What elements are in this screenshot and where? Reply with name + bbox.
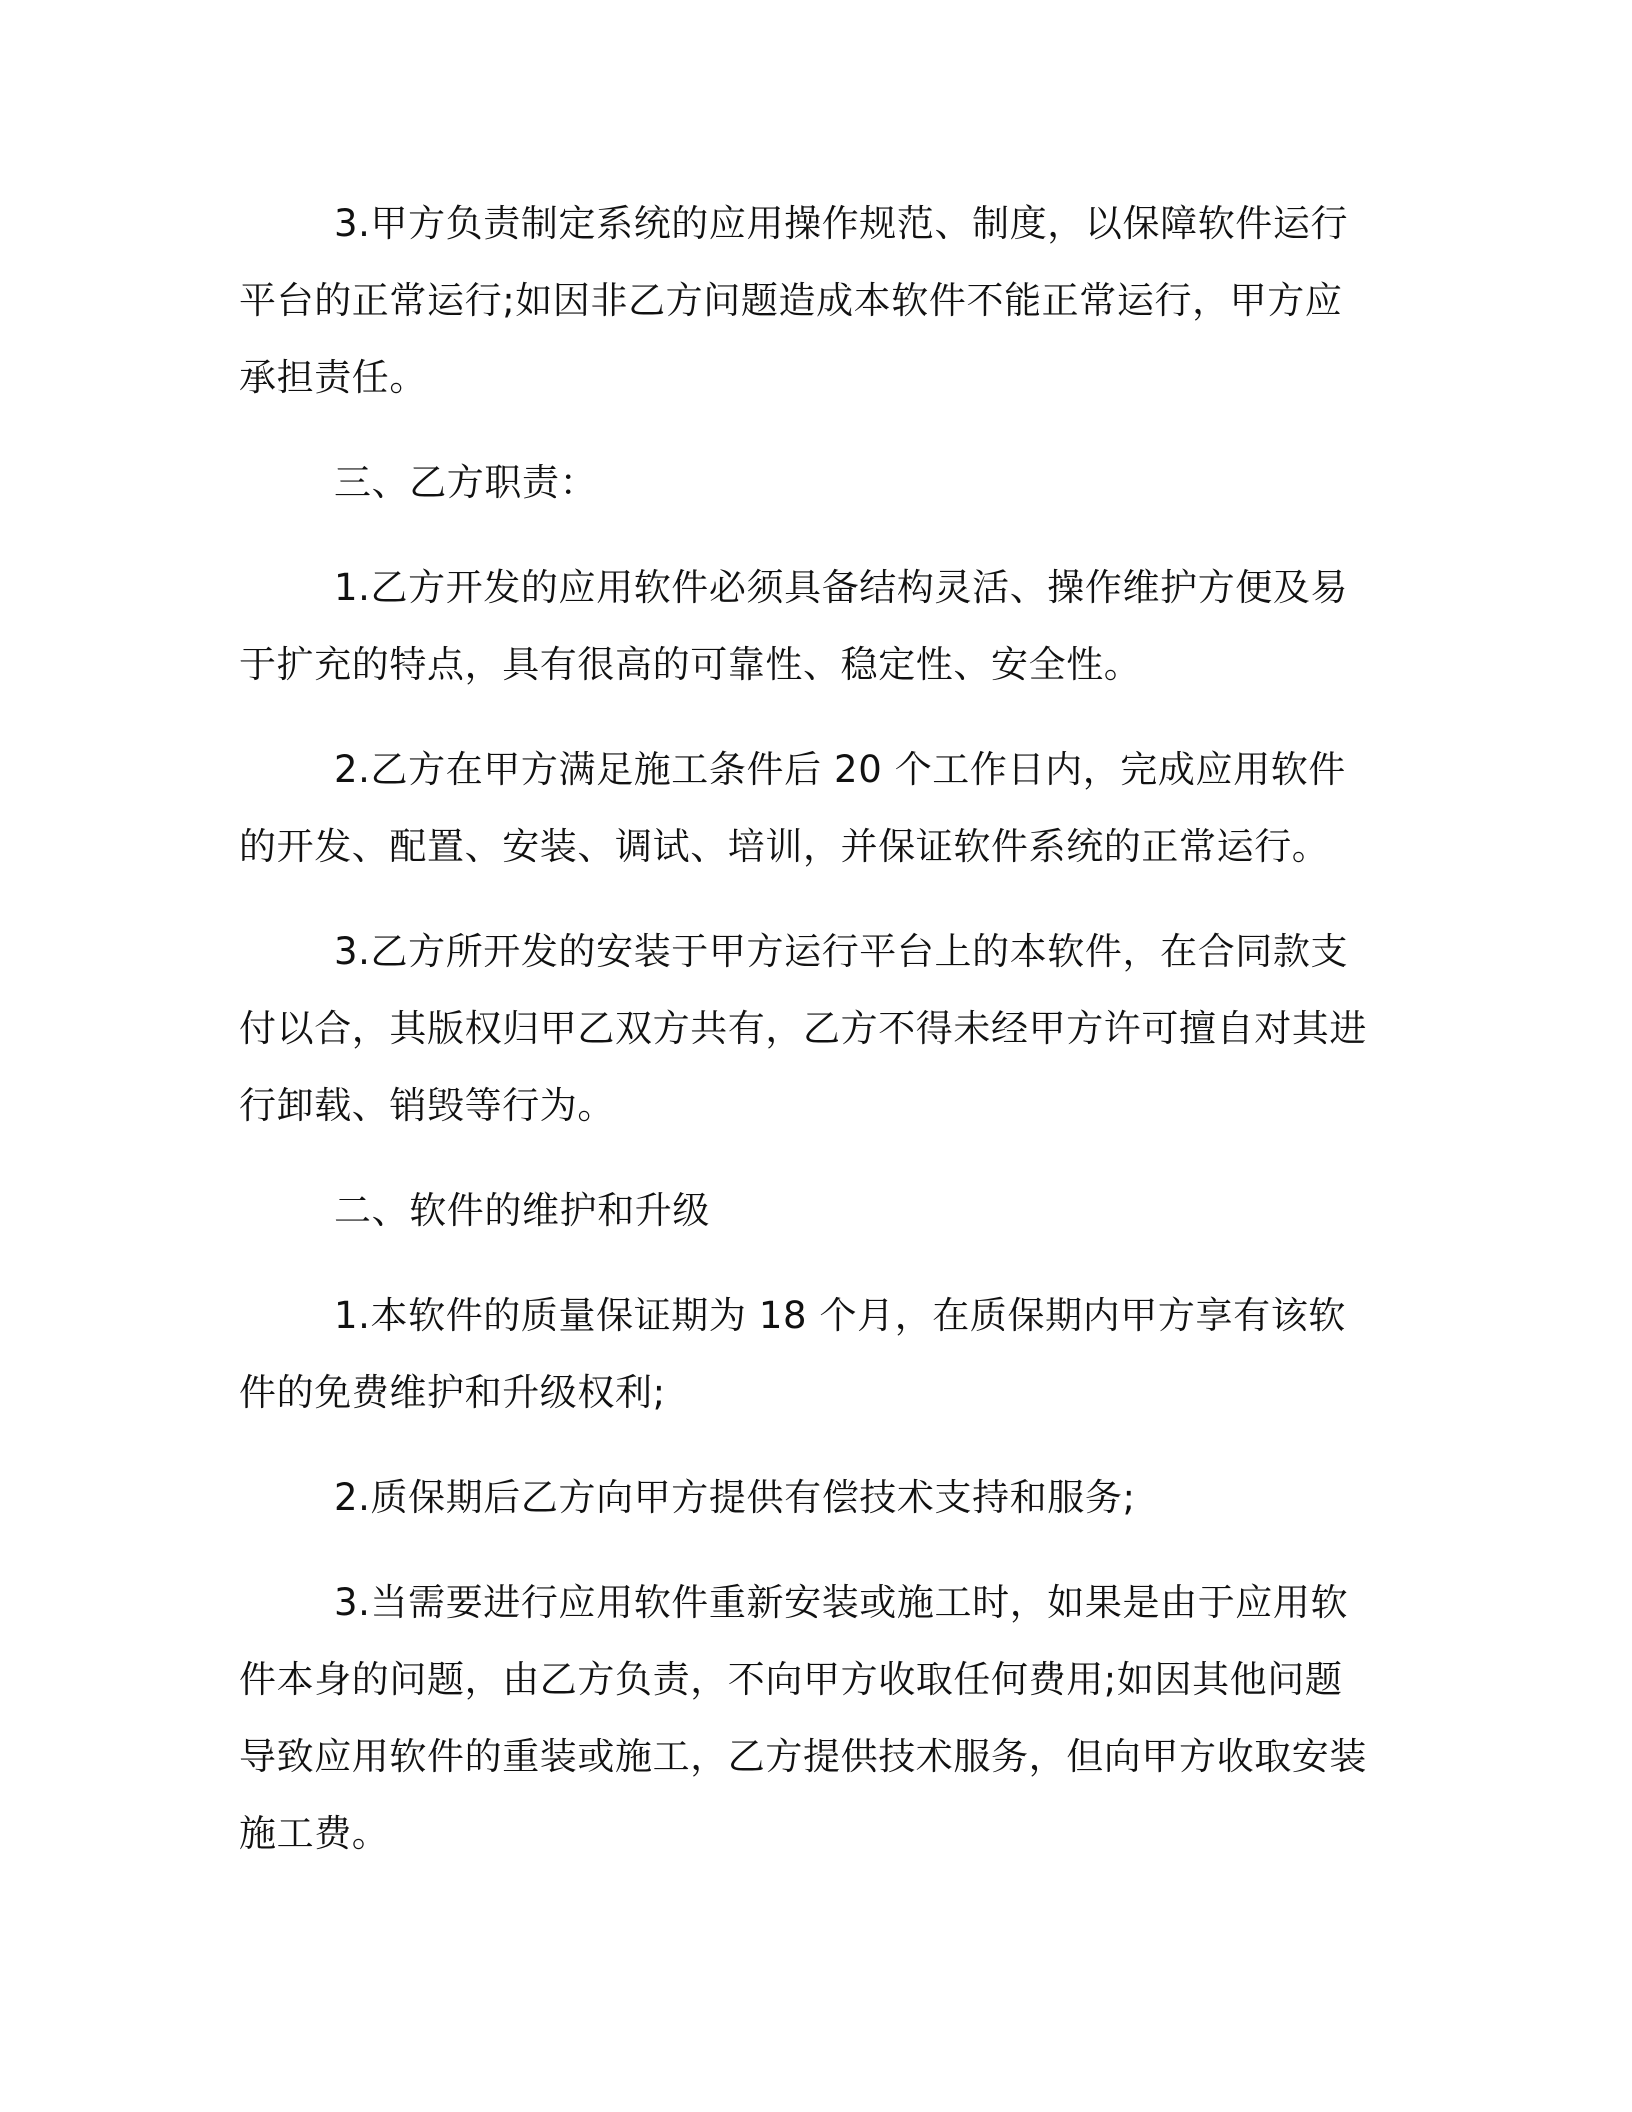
- heading-maintenance-upgrade: 二、软件的维护和升级: [334, 1189, 710, 1232]
- paragraph-maintenance-1: 1.本软件的质量保证期为 18 个月，在质保期内甲方享有该软件的免费维护和升级权利;: [239, 1294, 1346, 1414]
- paragraph-party-b-duty-1: 1.乙方开发的应用软件必须具备结构灵活、操作维护方便及易于扩充的特点，具有很高的可靠性、稳定性、安全性。: [239, 566, 1349, 686]
- paragraph-party-a-duty-3: 3.甲方负责制定系统的应用操作规范、制度，以保障软件运行平台的正常运行;如因非乙方问题造成本软件不能正常运行，甲方应承担责任。: [239, 202, 1349, 399]
- paragraph-party-b-duty-2: 2.乙方在甲方满足施工条件后 20 个工作日内，完成应用软件的开发、配置、安装、调试、培训，并保证软件系统的正常运行。: [239, 748, 1346, 868]
- paragraph-maintenance-2: 2.质保期后乙方向甲方提供有偿技术支持和服务;: [334, 1476, 1136, 1519]
- paragraph-party-b-duty-3: 3.乙方所开发的安装于甲方运行平台上的本软件，在合同款支付以合，其版权归甲乙双方共有，乙方不得未经甲方许可擅自对其进行卸载、销毁等行为。: [239, 930, 1367, 1127]
- paragraph-maintenance-3: 3.当需要进行应用软件重新安装或施工时，如果是由于应用软件本身的问题，由乙方负责，不向甲方收取任何费用;如因其他问题导致应用软件的重装或施工，乙方提供技术服务，但向甲方收取安装施工费。: [239, 1581, 1367, 1855]
- document-body: [239, 185, 1379, 1900]
- heading-party-b-duties: 三、乙方职责：: [334, 461, 598, 504]
